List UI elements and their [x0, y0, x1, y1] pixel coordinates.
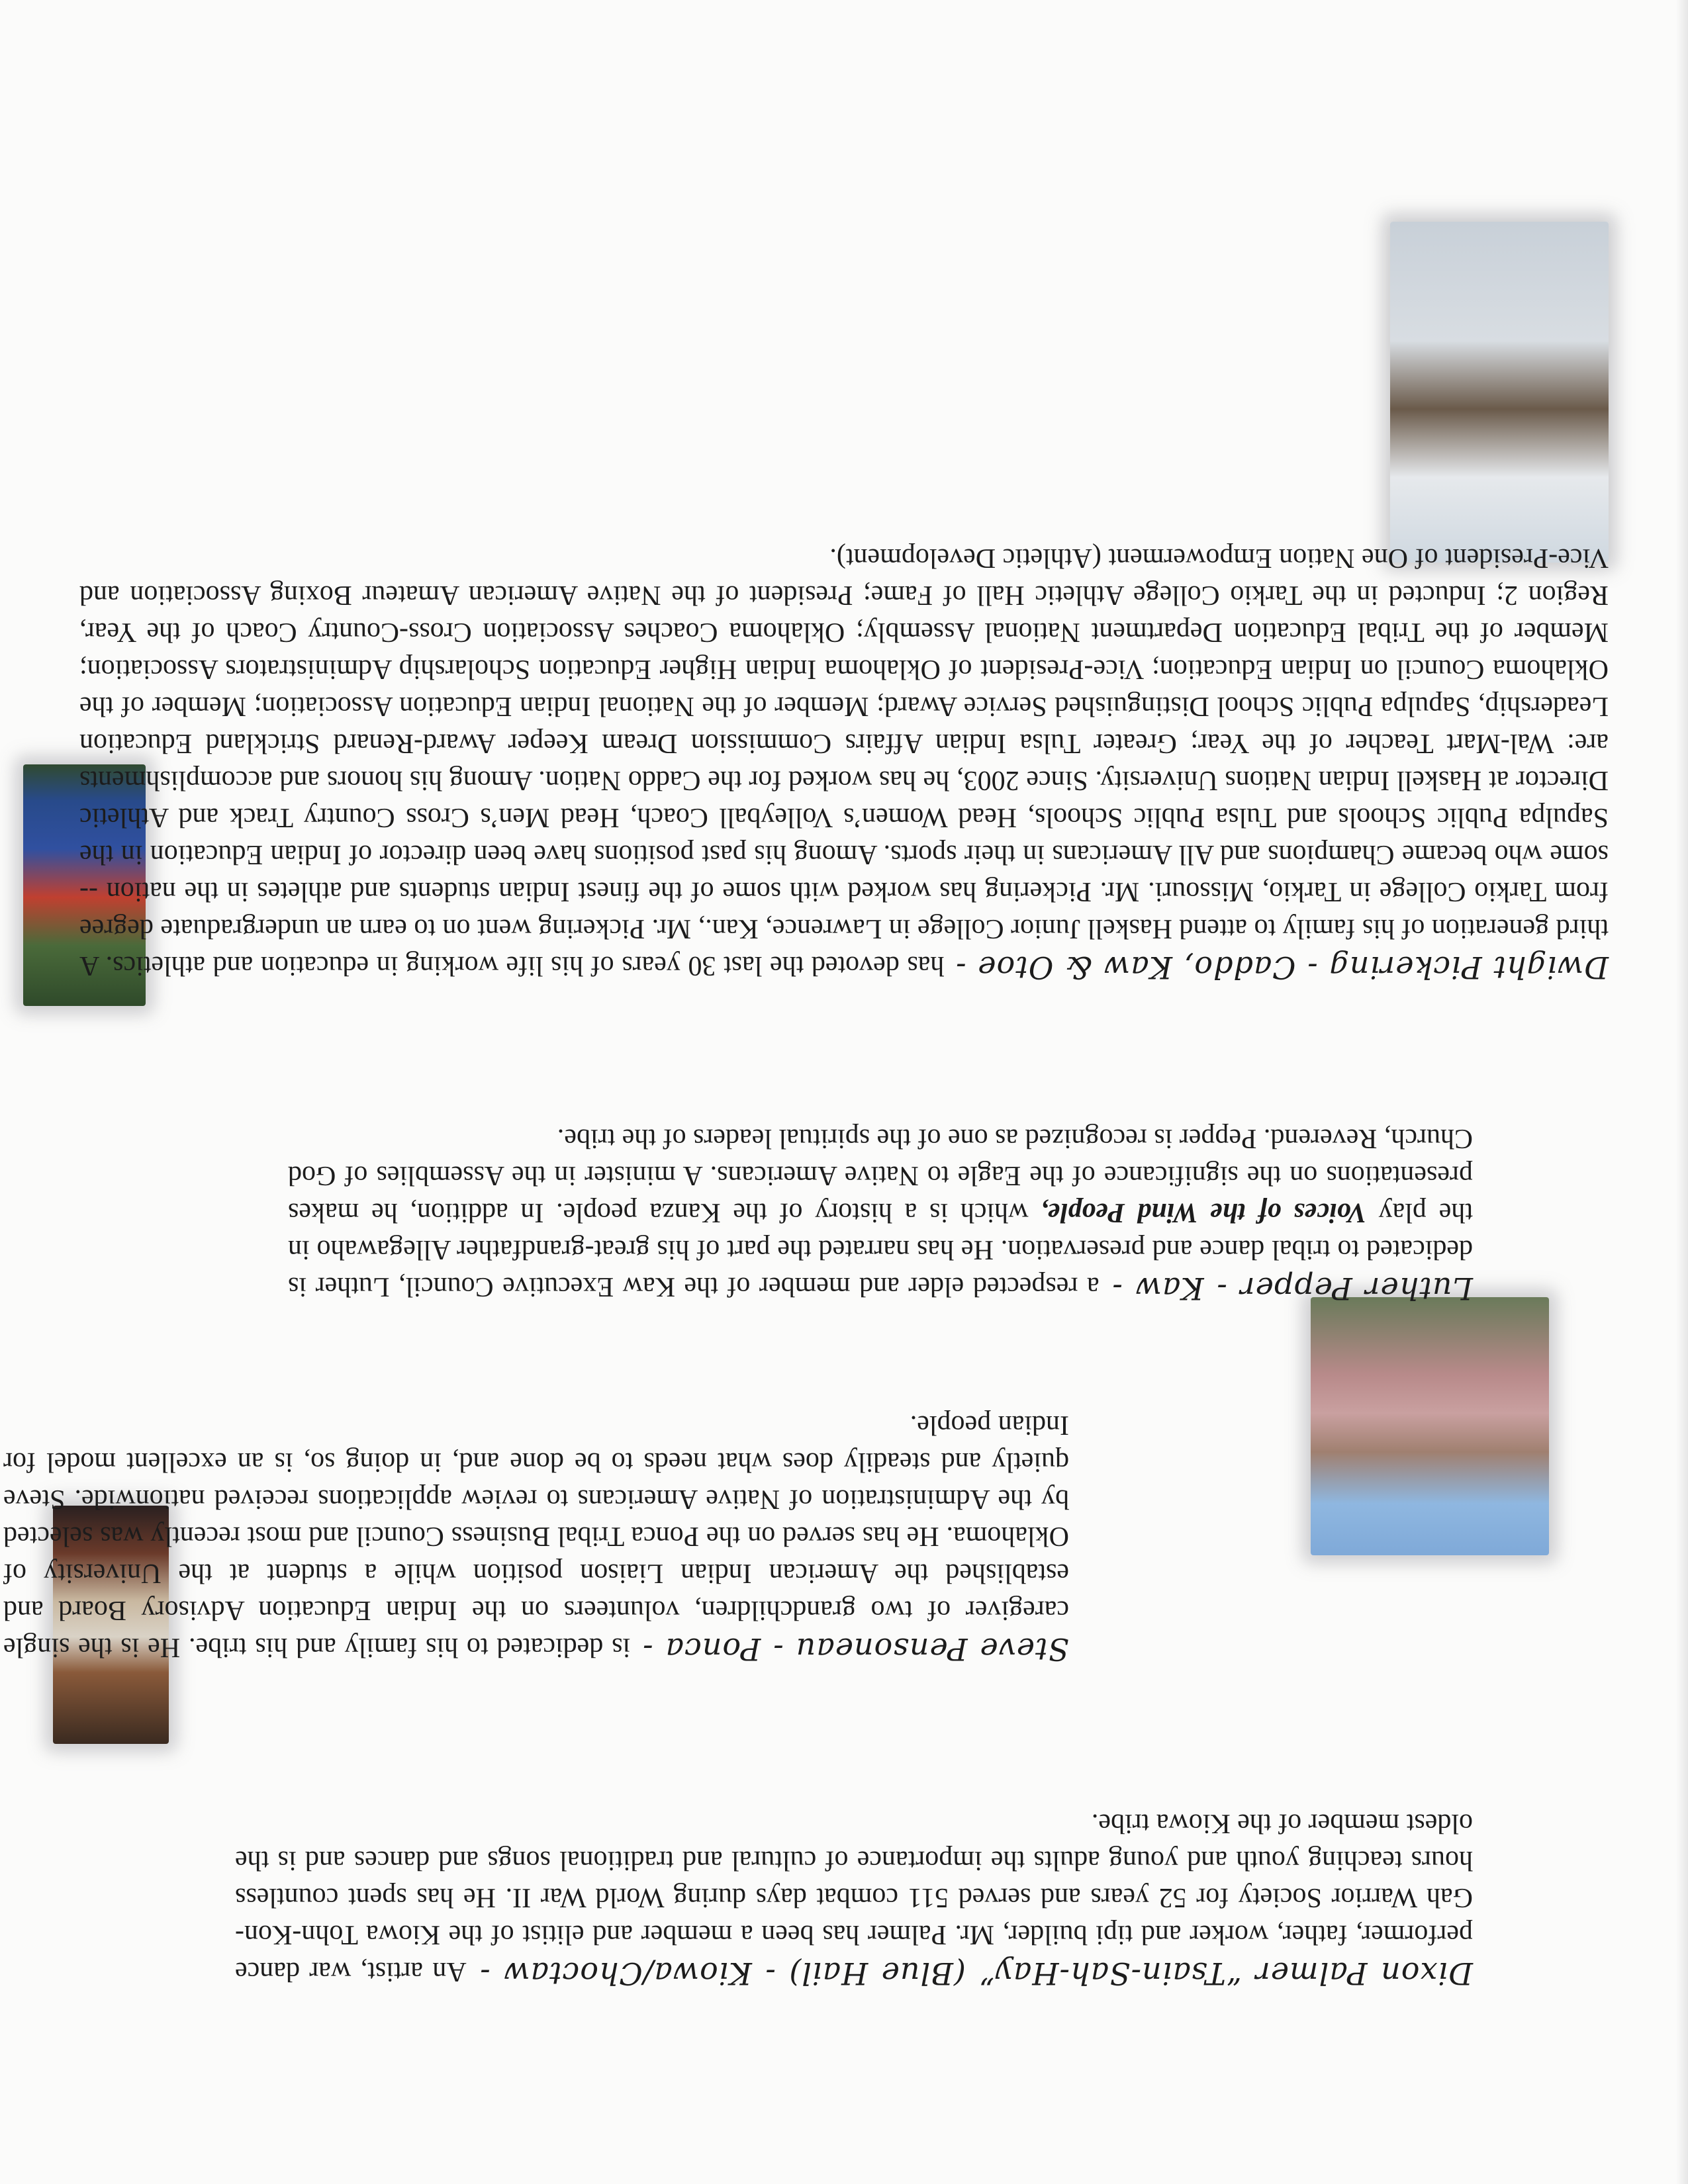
bio-body: is dedicated to his family and his tribe. He is the single caregiver of two grandchildren, volunteers on the Indian Education Advisory Board and established the American Indian Liaison position while a student at the University of Oklahoma. He has served on the Ponca Tribal Business Council and most recently was selected by the Administration of Native Americans to review applications received nationwide. Steve quietly and steadily does what needs to be done and, in doing so, is an excellent model for Indian people.	[3, 1410, 1069, 1662]
bio-body: An artist, war dance performer, father, worker and tipi builder, Mr. Palmer has been a member and elitist of the Kiowa Tohn-Kon-Gah Warrior Society for 52 years and served 511 combat days during World War II. He has spent countless hours teaching youth and young adults the importance of cultural and traditional songs and dances and is the oldest member of the Kiowa tribe.	[235, 1808, 1473, 1987]
bio-name: Luther Pepper - Kaw -	[1099, 1271, 1473, 1306]
bio-body: has devoted the last 30 years of his life working in education and athletics. A third generation of his family to attend Haskell Junior College in Lawrence, Kan., Mr. Pickering went on to earn an undergraduate degree from Tarkio College in Tarkio, Missouri. Mr. Pickering has worked with some of the finest Indian students and athletes in the nation -- some who became Champions and All Americans in their sports. Among his past positions have been director of Indian Education in the Sapulpa Public Schools and Tulsa Public Schools, Head Women’s Volleyball Coach, Head Men’s Cross Country Track and Athletic Director at Haskell Indian Nations University. Since 2003, he has worked for the Caddo Nation. Among his honors and accomplishments are: Wal-Mart Teacher of the Year; Greater Tulsa Indian Affairs Commission Dream Keeper Award-Renard Strickland Education Leadership, Sapulpa Public School Distinguished Service Award; Member of the National Indian Education Association; Member of the Oklahoma Council on Indian Education; Vice-President of Oklahoma Indian Higher Education Scholarship Administrators Association; Member of the Tribal Education Department National Assembly; Oklahoma Coaches Association Cross-Country Coach of the Year, Region 2; Inducted in the Tarkio College Athletic Hall of Fame; President of the Native American Amateur Boxing Association and Vice-President of One Nation Empowerment (Athletic Development).	[79, 543, 1609, 981]
bio-text	[79, 539, 1609, 986]
bio-body: a respected elder and member of the Kaw Executive Council, Luther is dedicated to tribal dance and preservation. He has narrated the part of his great-grandfather Allegawaho in the play	[288, 1197, 1473, 1302]
bio-steve-pensoneau	[0, 1406, 1069, 1668]
bio-name: Dixon Palmer “Tsain-Sah-Hay” (Blue Hail) - Kiowa/Choctaw -	[466, 1956, 1473, 1991]
bio-body-cont: which is a history of the Kanza people. In addition, he makes presentations on the significance of the Eagle to Native Americans. A minister in the Assemblies of God Church, Reverend. Pepper is recognized as one of the spiritual leaders of the tribe.	[287, 1123, 1473, 1228]
play-title: Voices of the Wind People,	[1041, 1197, 1366, 1228]
page-edge-shadow	[1676, 0, 1688, 2184]
bio-dixon-palmer	[235, 1805, 1473, 1992]
photo-dwight-pickering	[1390, 222, 1609, 563]
photo-steve-pensoneau	[1311, 1297, 1549, 1555]
bio-luther-pepper	[288, 1120, 1473, 1307]
bio-name: Dwight Pickering - Caddo, Kaw & Otoe -	[944, 950, 1609, 985]
bio-name: Steve Pensoneau - Ponca -	[630, 1631, 1069, 1667]
bio-text	[3, 1406, 1069, 1668]
bio-text	[288, 1120, 1473, 1307]
bio-text	[235, 1805, 1473, 1992]
bio-dwight-pickering	[79, 539, 1609, 986]
